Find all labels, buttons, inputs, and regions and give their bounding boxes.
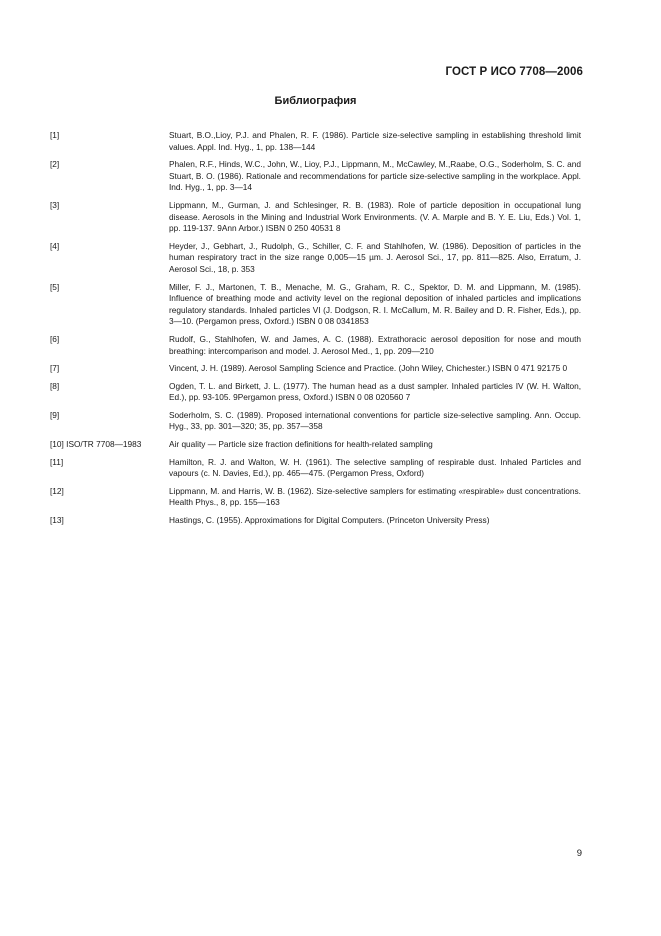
reference-item — [50, 282, 581, 328]
reference-number: [12] — [50, 485, 64, 496]
reference-item — [50, 410, 581, 433]
reference-text: Heyder, J., Gebhart, J., Rudolph, G., Schiller, C. F. and Stahlhofen, W. (1986). Deposition of particles in the human respiratory tract in the size range 0,005—15 µm. J. Aerosol Sci., 17, pp. 811—825. Also, Erratum, J. Aerosol Sci., 18, p. 353 — [169, 240, 581, 274]
reference-number: [1] — [50, 130, 60, 140]
reference-item — [50, 457, 581, 480]
reference-number: [9] — [50, 409, 60, 420]
reference-text: Vincent, J. H. (1989). Aerosol Sampling Science and Practice. (John Wiley, Chichester.) ISBN 0 471 92175 0 — [169, 363, 568, 374]
reference-text: Hamilton, R. J. and Walton, W. H. (1961). The selective sampling of respirable dust. Inhaled Particles and vapours (c. N. Davies, Ed.), pp. 465—475. (Pergamon Press, Oxford) — [169, 456, 581, 479]
document-code: ГОСТ Р ИСО 7708—2006 — [445, 66, 583, 78]
reference-item — [50, 486, 581, 509]
reference-number: [10] ISO/TR 7708—1983 — [50, 439, 142, 450]
reference-item — [50, 200, 581, 235]
reference-number: [4] — [50, 240, 60, 251]
reference-number: [2] — [50, 159, 60, 170]
reference-text: Phalen, R.F., Hinds, W.C., John, W., Lioy, P.J., Lippmann, M., McCawley, M.,Raabe, O.G., Soderholm, S. C. and Stuart, B. O. (1986). Rationale and recommendations for particle size-selective sampling in the workplace. Appl. Ind. Hyg., 1, pp. 3—14 — [169, 159, 581, 193]
reference-text: Air quality — Particle size fraction definitions for health-related sampling — [169, 439, 433, 450]
reference-text: Ogden, T. L. and Birkett, J. L. (1977). The human head as a dust sampler. Inhaled particles IV (W. H. Walton, Ed.), pp. 93-105. 9Pergamon press, Oxford.) ISBN 0 08 020560 7 — [169, 380, 581, 403]
reference-number: [8] — [50, 380, 60, 391]
bibliography-title: Библиография — [274, 95, 357, 107]
reference-item — [50, 439, 581, 451]
reference-item — [50, 381, 581, 404]
page-number: 9 — [576, 848, 582, 859]
reference-item — [50, 159, 581, 194]
reference-number: [5] — [50, 281, 60, 292]
reference-number: [3] — [50, 199, 60, 210]
reference-text: Lippmann, M. and Harris, W. B. (1962). Size-selective samplers for estimating «respirable» dust concentrations. Health Phys., 8, pp. 155—163 — [169, 485, 581, 508]
reference-item — [50, 515, 581, 527]
reference-text: Rudolf, G., Stahlhofen, W. and James, A. C. (1988). Extrathoracic aerosol deposition for nose and mouth breathing: intercomparison and model. J. Aerosol Med., 1, pp. 209—210 — [169, 333, 581, 356]
reference-text: Hastings, C. (1955). Approximations for Digital Computers. (Princeton University Press) — [169, 515, 490, 526]
reference-text: Soderholm, S. C. (1989). Proposed international conventions for particle size-selective sampling. Ann. Occup. Hyg., 33, pp. 301—320; 35, pp. 357—358 — [169, 409, 581, 432]
reference-text: Miller, F. J., Martonen, T. B., Menache, M. G., Graham, R. C., Spektor, D. M. and Lippmann, M. (1985). Influence of breathing mode and activity level on the regional deposition of inhaled particles and implications regulatory standards. Inhaled particles VI (J. Dodgson, R. I. McCallum, M. R. Bailey and D. R. Fisher, Eds.), pp. 3—10. (Pergamon press, Oxford.) ISBN 0 08 0341853 — [169, 281, 581, 327]
reference-item — [50, 241, 581, 276]
reference-text: Lippmann, M., Gurman, J. and Schlesinger, R. B. (1983). Role of particle deposition in occupational lung disease. Aerosols in the Mining and Industrial Work Environments. (V. A. Marple and B. Y. E. Liu, Eds.) Vol. 1, pp. 119-137. 9Ann Arbor.) ISBN 0 250 40531 8 — [169, 199, 581, 234]
reference-number: [11] — [50, 456, 64, 467]
reference-text: Stuart, B.O.,Lioy, P.J. and Phalen, R. F. (1986). Particle size-selective sampling in establishing threshold limit values. Appl. Ind. Hyg., 1, pp. 138—144 — [169, 130, 581, 152]
reference-number: [6] — [50, 333, 60, 344]
reference-number: [7] — [50, 363, 60, 374]
reference-item — [50, 130, 581, 153]
reference-item — [50, 363, 581, 375]
reference-item — [50, 334, 581, 357]
reference-number: [13] — [50, 515, 64, 526]
reference-list — [50, 130, 581, 533]
